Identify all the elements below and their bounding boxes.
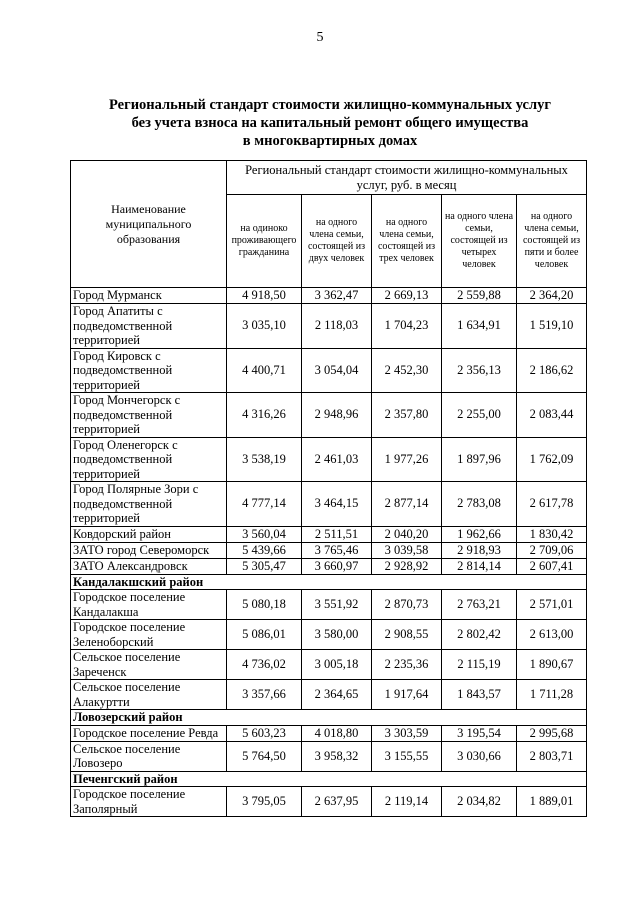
table-row bbox=[71, 680, 587, 710]
cost-value: 2 186,62 bbox=[517, 348, 587, 393]
section-row bbox=[71, 574, 587, 590]
cost-value: 2 461,03 bbox=[302, 437, 372, 482]
section-row bbox=[71, 710, 587, 726]
cost-value: 2 948,96 bbox=[302, 393, 372, 438]
section-row bbox=[71, 771, 587, 787]
column-header-five-plus: на одного члена семьи, состоящей из пяти и более человек bbox=[517, 195, 587, 288]
cost-value: 3 362,47 bbox=[302, 288, 372, 304]
cost-value: 3 303,59 bbox=[372, 725, 442, 741]
cost-value: 5 439,66 bbox=[227, 542, 302, 558]
cost-value: 2 235,36 bbox=[372, 650, 442, 680]
municipality-name: ЗАТО город Североморск bbox=[71, 542, 227, 558]
cost-value: 2 356,13 bbox=[442, 348, 517, 393]
cost-value: 1 704,23 bbox=[372, 304, 442, 349]
cost-value: 4 918,50 bbox=[227, 288, 302, 304]
cost-value: 2 559,88 bbox=[442, 288, 517, 304]
cost-value: 3 195,54 bbox=[442, 725, 517, 741]
title-line-3: в многоквартирных домах bbox=[242, 133, 418, 149]
municipality-name: Городское поселение Ревда bbox=[71, 725, 227, 741]
cost-value: 1 897,96 bbox=[442, 437, 517, 482]
cost-value: 1 830,42 bbox=[517, 526, 587, 542]
cost-value: 1 889,01 bbox=[517, 787, 587, 817]
column-header-three: на одного члена семьи, состоящей из трех человек bbox=[372, 195, 442, 288]
municipality-name: Городское поселение Зеленоборский bbox=[71, 620, 227, 650]
table-row bbox=[71, 288, 587, 304]
cost-value: 3 958,32 bbox=[302, 741, 372, 771]
cost-value: 3 035,10 bbox=[227, 304, 302, 349]
municipality-name: Сельское поселение Ловозеро bbox=[71, 741, 227, 771]
table-row bbox=[71, 650, 587, 680]
cost-value: 3 551,92 bbox=[302, 590, 372, 620]
municipality-name: Сельское поселение Алакуртти bbox=[71, 680, 227, 710]
table-row bbox=[71, 304, 587, 349]
table-row bbox=[71, 437, 587, 482]
cost-value: 1 843,57 bbox=[442, 680, 517, 710]
cost-value: 2 803,71 bbox=[517, 741, 587, 771]
cost-value: 2 607,41 bbox=[517, 558, 587, 574]
cost-value: 3 660,97 bbox=[302, 558, 372, 574]
section-title: Кандалакшский район bbox=[71, 574, 587, 590]
municipality-name: Сельское поселение Зареченск bbox=[71, 650, 227, 680]
cost-value: 2 669,13 bbox=[372, 288, 442, 304]
page-number: 5 bbox=[316, 30, 324, 45]
cost-value: 1 917,64 bbox=[372, 680, 442, 710]
cost-value: 2 814,14 bbox=[442, 558, 517, 574]
cost-value: 1 890,67 bbox=[517, 650, 587, 680]
municipality-name: Город Мончегорск с подведомственной территорией bbox=[71, 393, 227, 438]
cost-value: 5 086,01 bbox=[227, 620, 302, 650]
section-title: Печенгский район bbox=[71, 771, 587, 787]
column-header-name: Наименование муниципального образования bbox=[71, 161, 227, 288]
table-row bbox=[71, 620, 587, 650]
cost-value: 3 560,04 bbox=[227, 526, 302, 542]
cost-value: 2 613,00 bbox=[517, 620, 587, 650]
cost-value: 2 357,80 bbox=[372, 393, 442, 438]
cost-value: 2 637,95 bbox=[302, 787, 372, 817]
table-row bbox=[71, 787, 587, 817]
cost-value: 3 795,05 bbox=[227, 787, 302, 817]
title-line-1: Региональный стандарт стоимости жилищно-коммунальных услуг bbox=[109, 97, 551, 113]
cost-value: 3 005,18 bbox=[302, 650, 372, 680]
municipality-name: Город Кировск с подведомственной территорией bbox=[71, 348, 227, 393]
municipality-name: ЗАТО Александровск bbox=[71, 558, 227, 574]
cost-value: 3 765,46 bbox=[302, 542, 372, 558]
table-row bbox=[71, 542, 587, 558]
document-title bbox=[60, 96, 600, 150]
municipality-name: Ковдорский район bbox=[71, 526, 227, 542]
table-row bbox=[71, 348, 587, 393]
table-row bbox=[71, 526, 587, 542]
cost-value: 2 118,03 bbox=[302, 304, 372, 349]
table-row bbox=[71, 393, 587, 438]
cost-value: 3 357,66 bbox=[227, 680, 302, 710]
cost-value: 2 034,82 bbox=[442, 787, 517, 817]
cost-value: 3 039,58 bbox=[372, 542, 442, 558]
cost-value: 3 538,19 bbox=[227, 437, 302, 482]
cost-value: 4 018,80 bbox=[302, 725, 372, 741]
municipality-name: Город Полярные Зори с подведомственной территорией bbox=[71, 482, 227, 527]
cost-value: 3 155,55 bbox=[372, 741, 442, 771]
municipality-name: Городское поселение Заполярный bbox=[71, 787, 227, 817]
section-title: Ловозерский район bbox=[71, 710, 587, 726]
cost-value: 2 709,06 bbox=[517, 542, 587, 558]
cost-value: 2 083,44 bbox=[517, 393, 587, 438]
cost-value: 3 580,00 bbox=[302, 620, 372, 650]
cost-value: 1 977,26 bbox=[372, 437, 442, 482]
column-header-single: на одиноко проживающего гражданина bbox=[227, 195, 302, 288]
cost-value: 2 119,14 bbox=[372, 787, 442, 817]
cost-value: 1 519,10 bbox=[517, 304, 587, 349]
cost-value: 3 030,66 bbox=[442, 741, 517, 771]
municipality-name: Город Апатиты с подведомственной территорией bbox=[71, 304, 227, 349]
cost-value: 5 305,47 bbox=[227, 558, 302, 574]
cost-value: 4 777,14 bbox=[227, 482, 302, 527]
cost-value: 2 511,51 bbox=[302, 526, 372, 542]
cost-value: 5 764,50 bbox=[227, 741, 302, 771]
cost-value: 4 736,02 bbox=[227, 650, 302, 680]
cost-value: 4 400,71 bbox=[227, 348, 302, 393]
cost-standard-table bbox=[70, 160, 587, 817]
column-header-two: на одного члена семьи, состоящей из двух человек bbox=[302, 195, 372, 288]
cost-value: 2 908,55 bbox=[372, 620, 442, 650]
municipality-name: Город Мурманск bbox=[71, 288, 227, 304]
table-row bbox=[71, 725, 587, 741]
cost-value: 3 054,04 bbox=[302, 348, 372, 393]
cost-value: 2 452,30 bbox=[372, 348, 442, 393]
cost-value: 2 783,08 bbox=[442, 482, 517, 527]
cost-value: 1 634,91 bbox=[442, 304, 517, 349]
cost-value: 2 364,65 bbox=[302, 680, 372, 710]
cost-value: 4 316,26 bbox=[227, 393, 302, 438]
cost-value: 2 571,01 bbox=[517, 590, 587, 620]
cost-value: 2 617,78 bbox=[517, 482, 587, 527]
cost-value: 1 711,28 bbox=[517, 680, 587, 710]
table-row bbox=[71, 482, 587, 527]
cost-value: 3 464,15 bbox=[302, 482, 372, 527]
cost-value: 2 877,14 bbox=[372, 482, 442, 527]
cost-value: 2 763,21 bbox=[442, 590, 517, 620]
column-header-four: на одного члена семьи, состоящей из четырех человек bbox=[442, 195, 517, 288]
cost-value: 2 995,68 bbox=[517, 725, 587, 741]
cost-value: 2 870,73 bbox=[372, 590, 442, 620]
cost-value: 2 255,00 bbox=[442, 393, 517, 438]
cost-value: 1 962,66 bbox=[442, 526, 517, 542]
cost-value: 2 040,20 bbox=[372, 526, 442, 542]
cost-value: 2 928,92 bbox=[372, 558, 442, 574]
group-header: Региональный стандарт стоимости жилищно-коммунальных услуг, руб. в месяц bbox=[227, 161, 587, 195]
cost-value: 2 364,20 bbox=[517, 288, 587, 304]
cost-value: 2 802,42 bbox=[442, 620, 517, 650]
municipality-name: Городское поселение Кандалакша bbox=[71, 590, 227, 620]
cost-value: 1 762,09 bbox=[517, 437, 587, 482]
municipality-name: Город Оленегорск с подведомственной территорией bbox=[71, 437, 227, 482]
table-row bbox=[71, 558, 587, 574]
table-row bbox=[71, 741, 587, 771]
cost-value: 2 115,19 bbox=[442, 650, 517, 680]
cost-value: 2 918,93 bbox=[442, 542, 517, 558]
cost-value: 5 603,23 bbox=[227, 725, 302, 741]
title-line-2: без учета взноса на капитальный ремонт общего имущества bbox=[131, 115, 529, 131]
table-body bbox=[71, 288, 587, 817]
cost-value: 5 080,18 bbox=[227, 590, 302, 620]
table-row bbox=[71, 590, 587, 620]
